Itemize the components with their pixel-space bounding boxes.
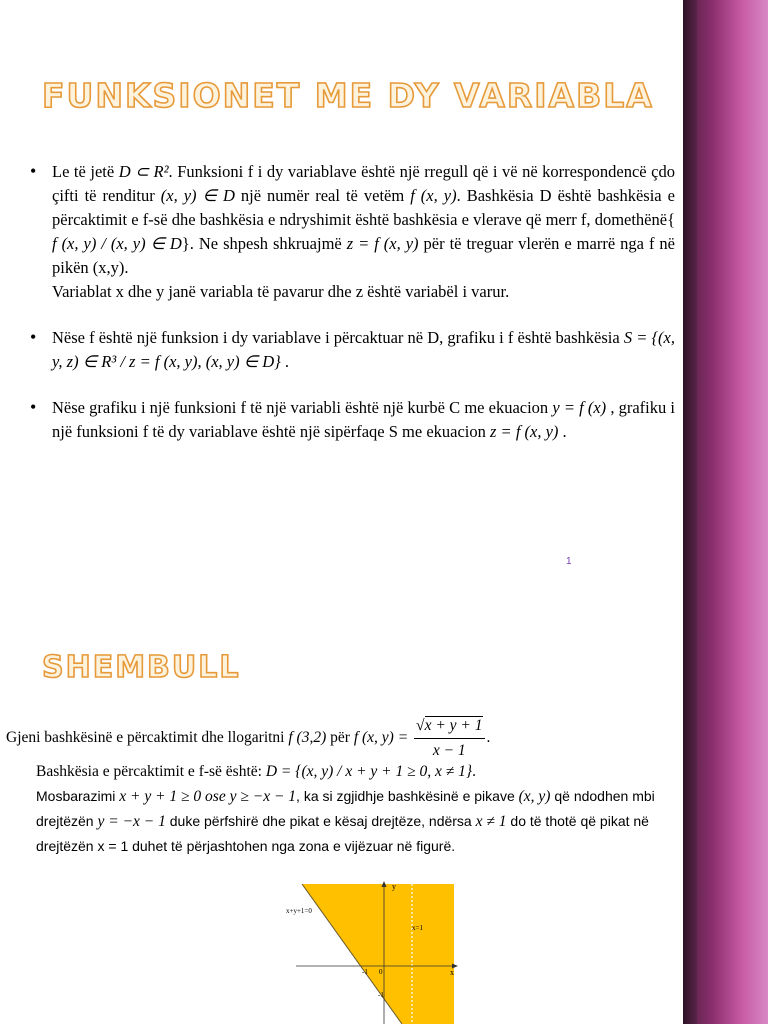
math: x ≠ 1	[475, 813, 507, 830]
text: }. Ne shpesh shkruajmë	[181, 234, 347, 253]
vline-label: x=1	[412, 924, 423, 932]
math: D = {(x, y) / x + y + 1 ≥ 0, x ≠ 1}	[265, 763, 473, 780]
text: .	[280, 352, 289, 371]
math: z = f (x, y)	[346, 234, 419, 253]
text: një numër real të vetëm	[234, 186, 411, 205]
x-axis-label: x	[450, 968, 454, 977]
math: (x, y) ∈ D	[160, 186, 235, 205]
math: D ⊂ R²	[118, 162, 169, 181]
text: .	[472, 763, 476, 780]
math: f (x, y)	[410, 186, 457, 205]
text: duke përfshirë dhe pikat e kësaj drejtëze, ndërsa	[165, 813, 476, 829]
example-statement	[6, 714, 490, 763]
text: , ka si zgjidhje bashkësinë e pikave	[296, 788, 519, 804]
text: . Funksioni f i dy variablave është një rregull që i vë në korrespondencë çdo çifti të renditur	[52, 162, 675, 205]
tick-y-neg1: -1	[378, 991, 384, 999]
fraction	[414, 714, 484, 763]
sqrt-symbol: √	[416, 717, 425, 734]
math: S = {(x, y, z) ∈ R³ / z = f (x, y), (x, y) ∈ D}	[52, 328, 675, 371]
slide-number: 1	[566, 556, 572, 567]
text: për të treguar vlerën e marrë nga f në pikën (x,y).	[52, 234, 675, 277]
math: f (3,2)	[288, 729, 327, 747]
math: (x, y)	[518, 788, 551, 805]
domain-graph	[282, 878, 462, 1024]
slide-title: FUNKSIONET ME DY VARIABLA	[42, 76, 654, 115]
math: y = −x − 1	[97, 813, 166, 830]
bullet-graph-definition	[30, 326, 675, 374]
text: Gjeni bashkësinë e përcaktimit dhe llogaritni	[6, 729, 289, 747]
numerator: x + y + 1	[424, 717, 483, 734]
text: për	[326, 729, 354, 747]
text: Variablat x dhe y janë variabla të pavarur dhe z është variabël i varur.	[52, 282, 510, 301]
tick-x-neg1: -1	[362, 968, 368, 976]
text: Bashkësia e përcaktimit e f-së është:	[36, 763, 266, 780]
example-solution	[36, 760, 676, 859]
tick-origin: 0	[379, 968, 383, 976]
math: y = f (x)	[552, 398, 607, 417]
text: .	[558, 422, 567, 441]
text: që ndodhen mbi drejtëzën	[36, 788, 655, 829]
text: Nëse f është një funksion i dy variablave i përcaktuar në D, grafiku i f është bashkësia	[52, 328, 624, 347]
math: f (x, y) / (x, y) ∈ D	[52, 234, 182, 253]
boundary-label: x+y+1=0	[286, 907, 312, 915]
text: do të thotë që pikat në drejtëzën x = 1 duhet të përjashtohen nga zona e vijëzuar në figurë.	[36, 813, 649, 854]
bullet-surface	[30, 396, 675, 444]
text: Le të jetë	[52, 162, 119, 181]
denominator: x − 1	[432, 742, 466, 759]
text: Nëse grafiku i një funksioni f të një variabli është një kurbë C me ekuacion	[52, 398, 553, 417]
text: .	[486, 729, 491, 747]
math: z = f (x, y)	[490, 422, 559, 441]
section-title: SHEMBULL	[42, 650, 241, 685]
bullet-list	[30, 160, 675, 466]
text: , grafiku i një funksioni f të dy variablave është një sipërfaqe S me ekuacion	[52, 398, 675, 441]
text: Mosbarazimi	[36, 788, 120, 804]
bullet-definition	[30, 160, 675, 304]
y-axis-label: y	[392, 882, 396, 891]
decorative-sidebar	[683, 0, 768, 1024]
math: f (x, y) =	[353, 729, 409, 747]
math: x + y + 1 ≥ 0 ose y ≥ −x − 1	[119, 788, 297, 805]
text: . Bashkësia D është bashkësia e përcaktimit e f-së dhe bashkësia e ndryshimit është bashkësia e vlerave që merr f, domethënë{	[52, 186, 675, 229]
